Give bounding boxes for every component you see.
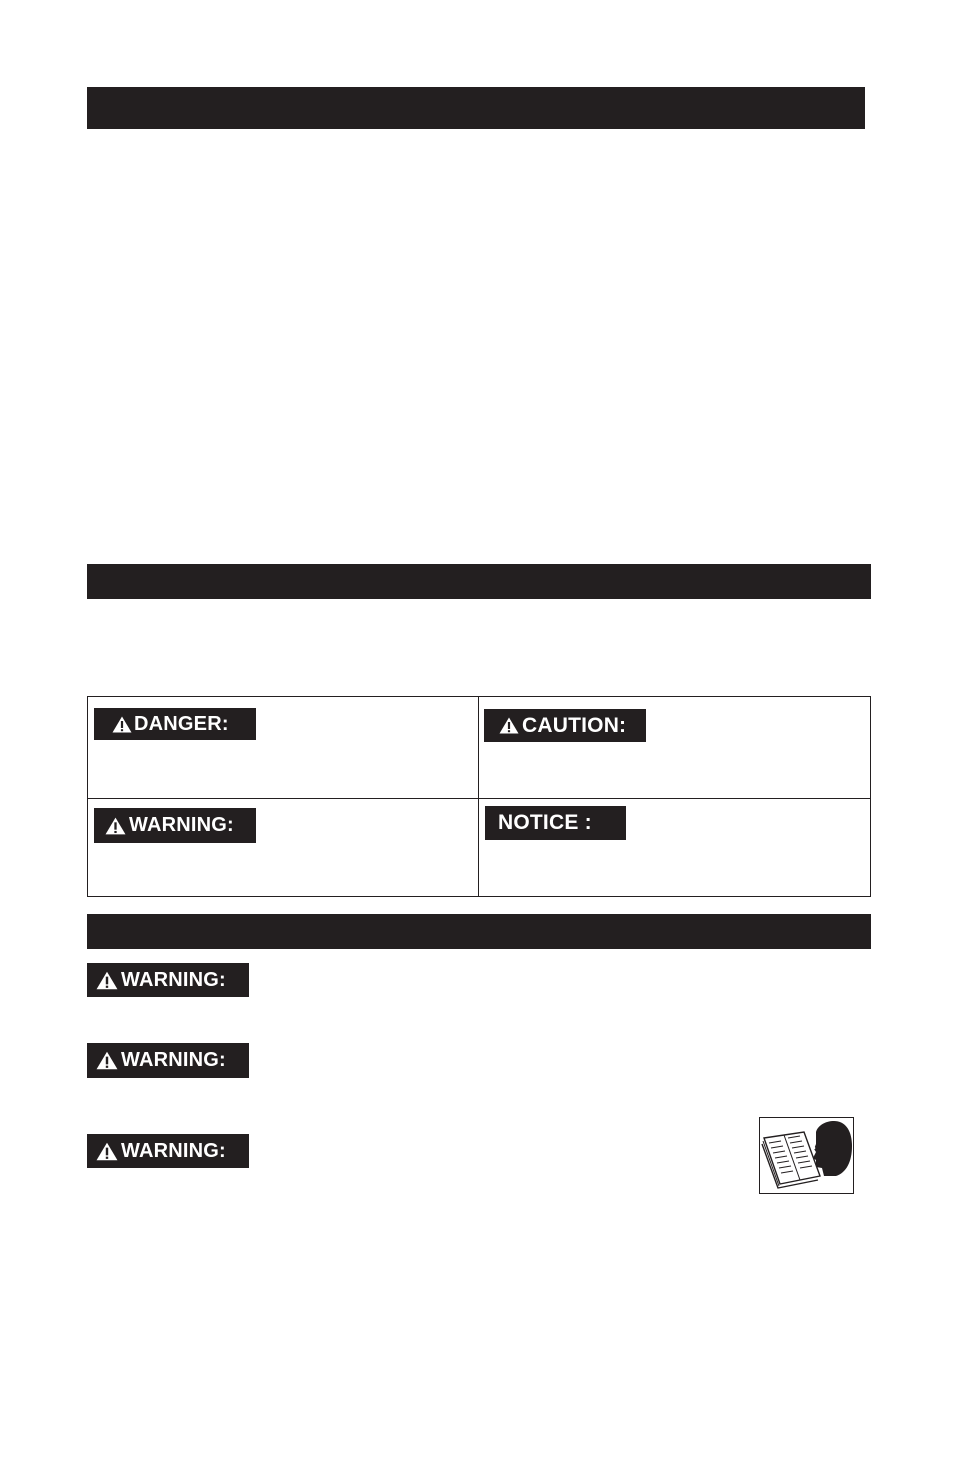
- section-header-bar-1: [87, 87, 865, 129]
- warning-triangle-icon: [105, 817, 126, 835]
- warning-triangle-icon: [96, 971, 118, 990]
- grid-divider-horizontal: [88, 798, 870, 799]
- caution-label: [484, 709, 646, 742]
- warning-triangle-icon: [112, 716, 132, 733]
- notice-label-text: NOTICE :: [498, 811, 592, 834]
- danger-label: [94, 708, 256, 740]
- warning-label-1-text: WARNING:: [121, 968, 226, 991]
- section-header-bar-2: [87, 564, 871, 599]
- warning-label-3: [87, 1134, 249, 1168]
- danger-label-text: DANGER:: [134, 712, 229, 735]
- caution-label-text: CAUTION:: [522, 713, 627, 737]
- warning-label-2: [87, 1043, 249, 1078]
- warning-triangle-icon: [499, 717, 519, 734]
- warning-label-1: [87, 963, 249, 997]
- read-manual-icon: [760, 1118, 853, 1193]
- section-header-bar-3: [87, 914, 871, 949]
- read-manual-icon-frame: [759, 1117, 854, 1194]
- warning-label-grid-text: WARNING:: [129, 814, 234, 836]
- warning-label-grid: [94, 808, 256, 843]
- notice-label: [485, 806, 626, 840]
- warning-label-3-text: WARNING:: [121, 1139, 226, 1162]
- grid-divider-vertical: [478, 697, 479, 896]
- warning-label-2-text: WARNING:: [121, 1049, 226, 1071]
- warning-triangle-icon: [96, 1051, 118, 1070]
- warning-triangle-icon: [96, 1142, 118, 1161]
